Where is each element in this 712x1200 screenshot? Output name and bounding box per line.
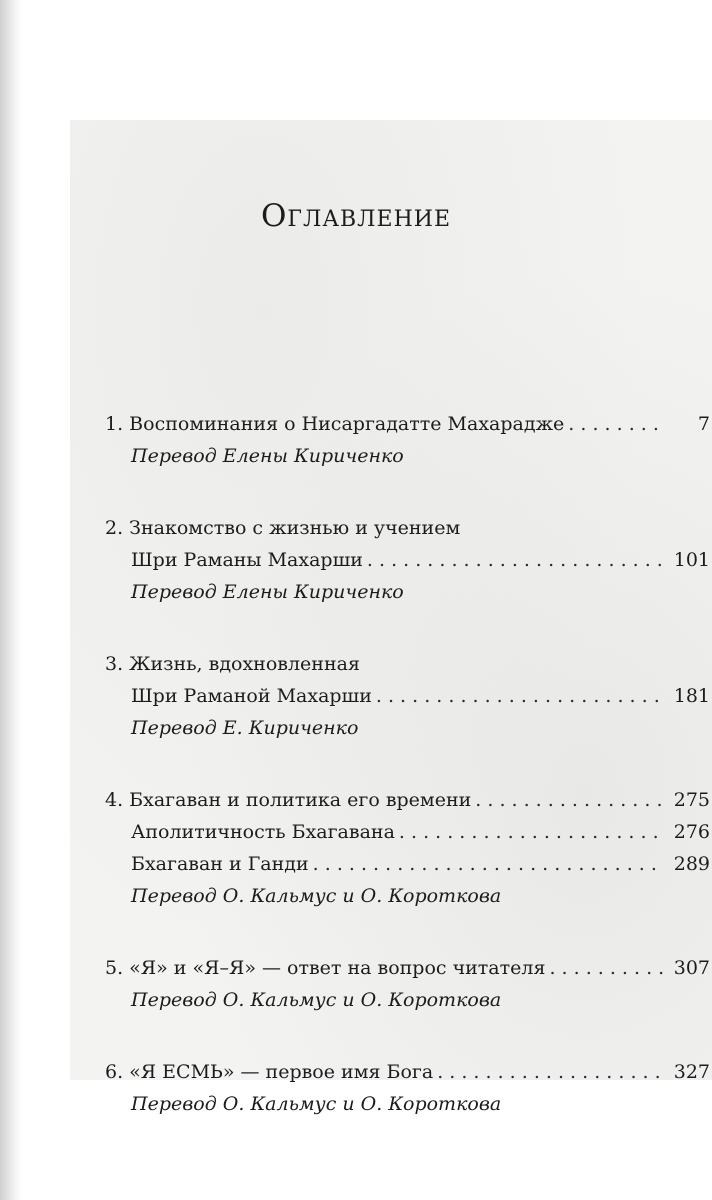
toc-subsection (105, 816, 710, 848)
page-number: 101 (673, 549, 710, 571)
page-title: Оглавление (260, 198, 452, 234)
toc-entry-title: 4. Бхагаван и политика его времени (105, 789, 472, 811)
toc-subsection-title: Бхагаван и Ганди (131, 853, 309, 875)
toc-entry-heading (105, 408, 710, 440)
toc-entry-6 (105, 1056, 710, 1120)
toc-entry-title: 5. «Я» и «Я–Я» — ответ на вопрос читателя (105, 957, 546, 979)
translator-credit: Перевод О. Кальмус и О. Короткова (131, 885, 502, 907)
toc-entry-heading (105, 648, 710, 680)
toc-entry-2 (105, 512, 710, 608)
page-number: 307 (673, 957, 710, 979)
translator-credit: Перевод Е. Кириченко (131, 717, 359, 739)
toc-entry-heading (105, 1056, 710, 1088)
toc-entry-title: 1. Воспоминания о Нисаргадатте Махарадже (105, 413, 565, 435)
page-number: 289 (673, 853, 710, 875)
dot-leader (399, 816, 664, 848)
page-number: 327 (673, 1061, 710, 1083)
page-number: 275 (673, 789, 710, 811)
page-number: 7 (697, 413, 710, 435)
toc-entry-title-cont: Шри Раманой Махарши (131, 685, 372, 707)
page-number: 181 (673, 685, 710, 707)
toc-entry-title: 2. Знакомство с жизнью и учением (105, 517, 461, 539)
toc-entry-title: 6. «Я ЕСМЬ» — первое имя Бога (105, 1061, 434, 1083)
table-of-contents (105, 408, 710, 1120)
toc-entry-heading (105, 784, 710, 816)
dot-leader (437, 1056, 664, 1088)
toc-subsection-title: Аполитичность Бхагавана (131, 821, 395, 843)
toc-entry-3 (105, 648, 710, 744)
toc-entry-title: 3. Жизнь, вдохновленная (105, 653, 360, 675)
toc-entry-heading (105, 512, 710, 544)
toc-entry-heading-cont (105, 544, 710, 576)
toc-subsection (105, 848, 710, 880)
translator-credit: Перевод О. Кальмус и О. Короткова (131, 1093, 502, 1115)
translator-credit: Перевод Елены Кириченко (131, 445, 404, 467)
translator-credit: Перевод О. Кальмус и О. Короткова (131, 989, 502, 1011)
translator-credit: Перевод Елены Кириченко (131, 581, 404, 603)
dot-leader (475, 784, 664, 816)
toc-entry-heading (105, 952, 710, 984)
dot-leader (367, 544, 664, 576)
toc-entry-1 (105, 408, 710, 472)
dot-leader (313, 848, 664, 880)
dot-leader (568, 408, 664, 440)
page-gutter-shadow (0, 0, 22, 1200)
toc-entry-4 (105, 784, 710, 912)
toc-entry-title-cont: Шри Раманы Махарши (131, 549, 363, 571)
dot-leader (549, 952, 664, 984)
toc-entry-heading-cont (105, 680, 710, 712)
page-number: 276 (673, 821, 710, 843)
dot-leader (376, 680, 664, 712)
toc-entry-5 (105, 952, 710, 1016)
